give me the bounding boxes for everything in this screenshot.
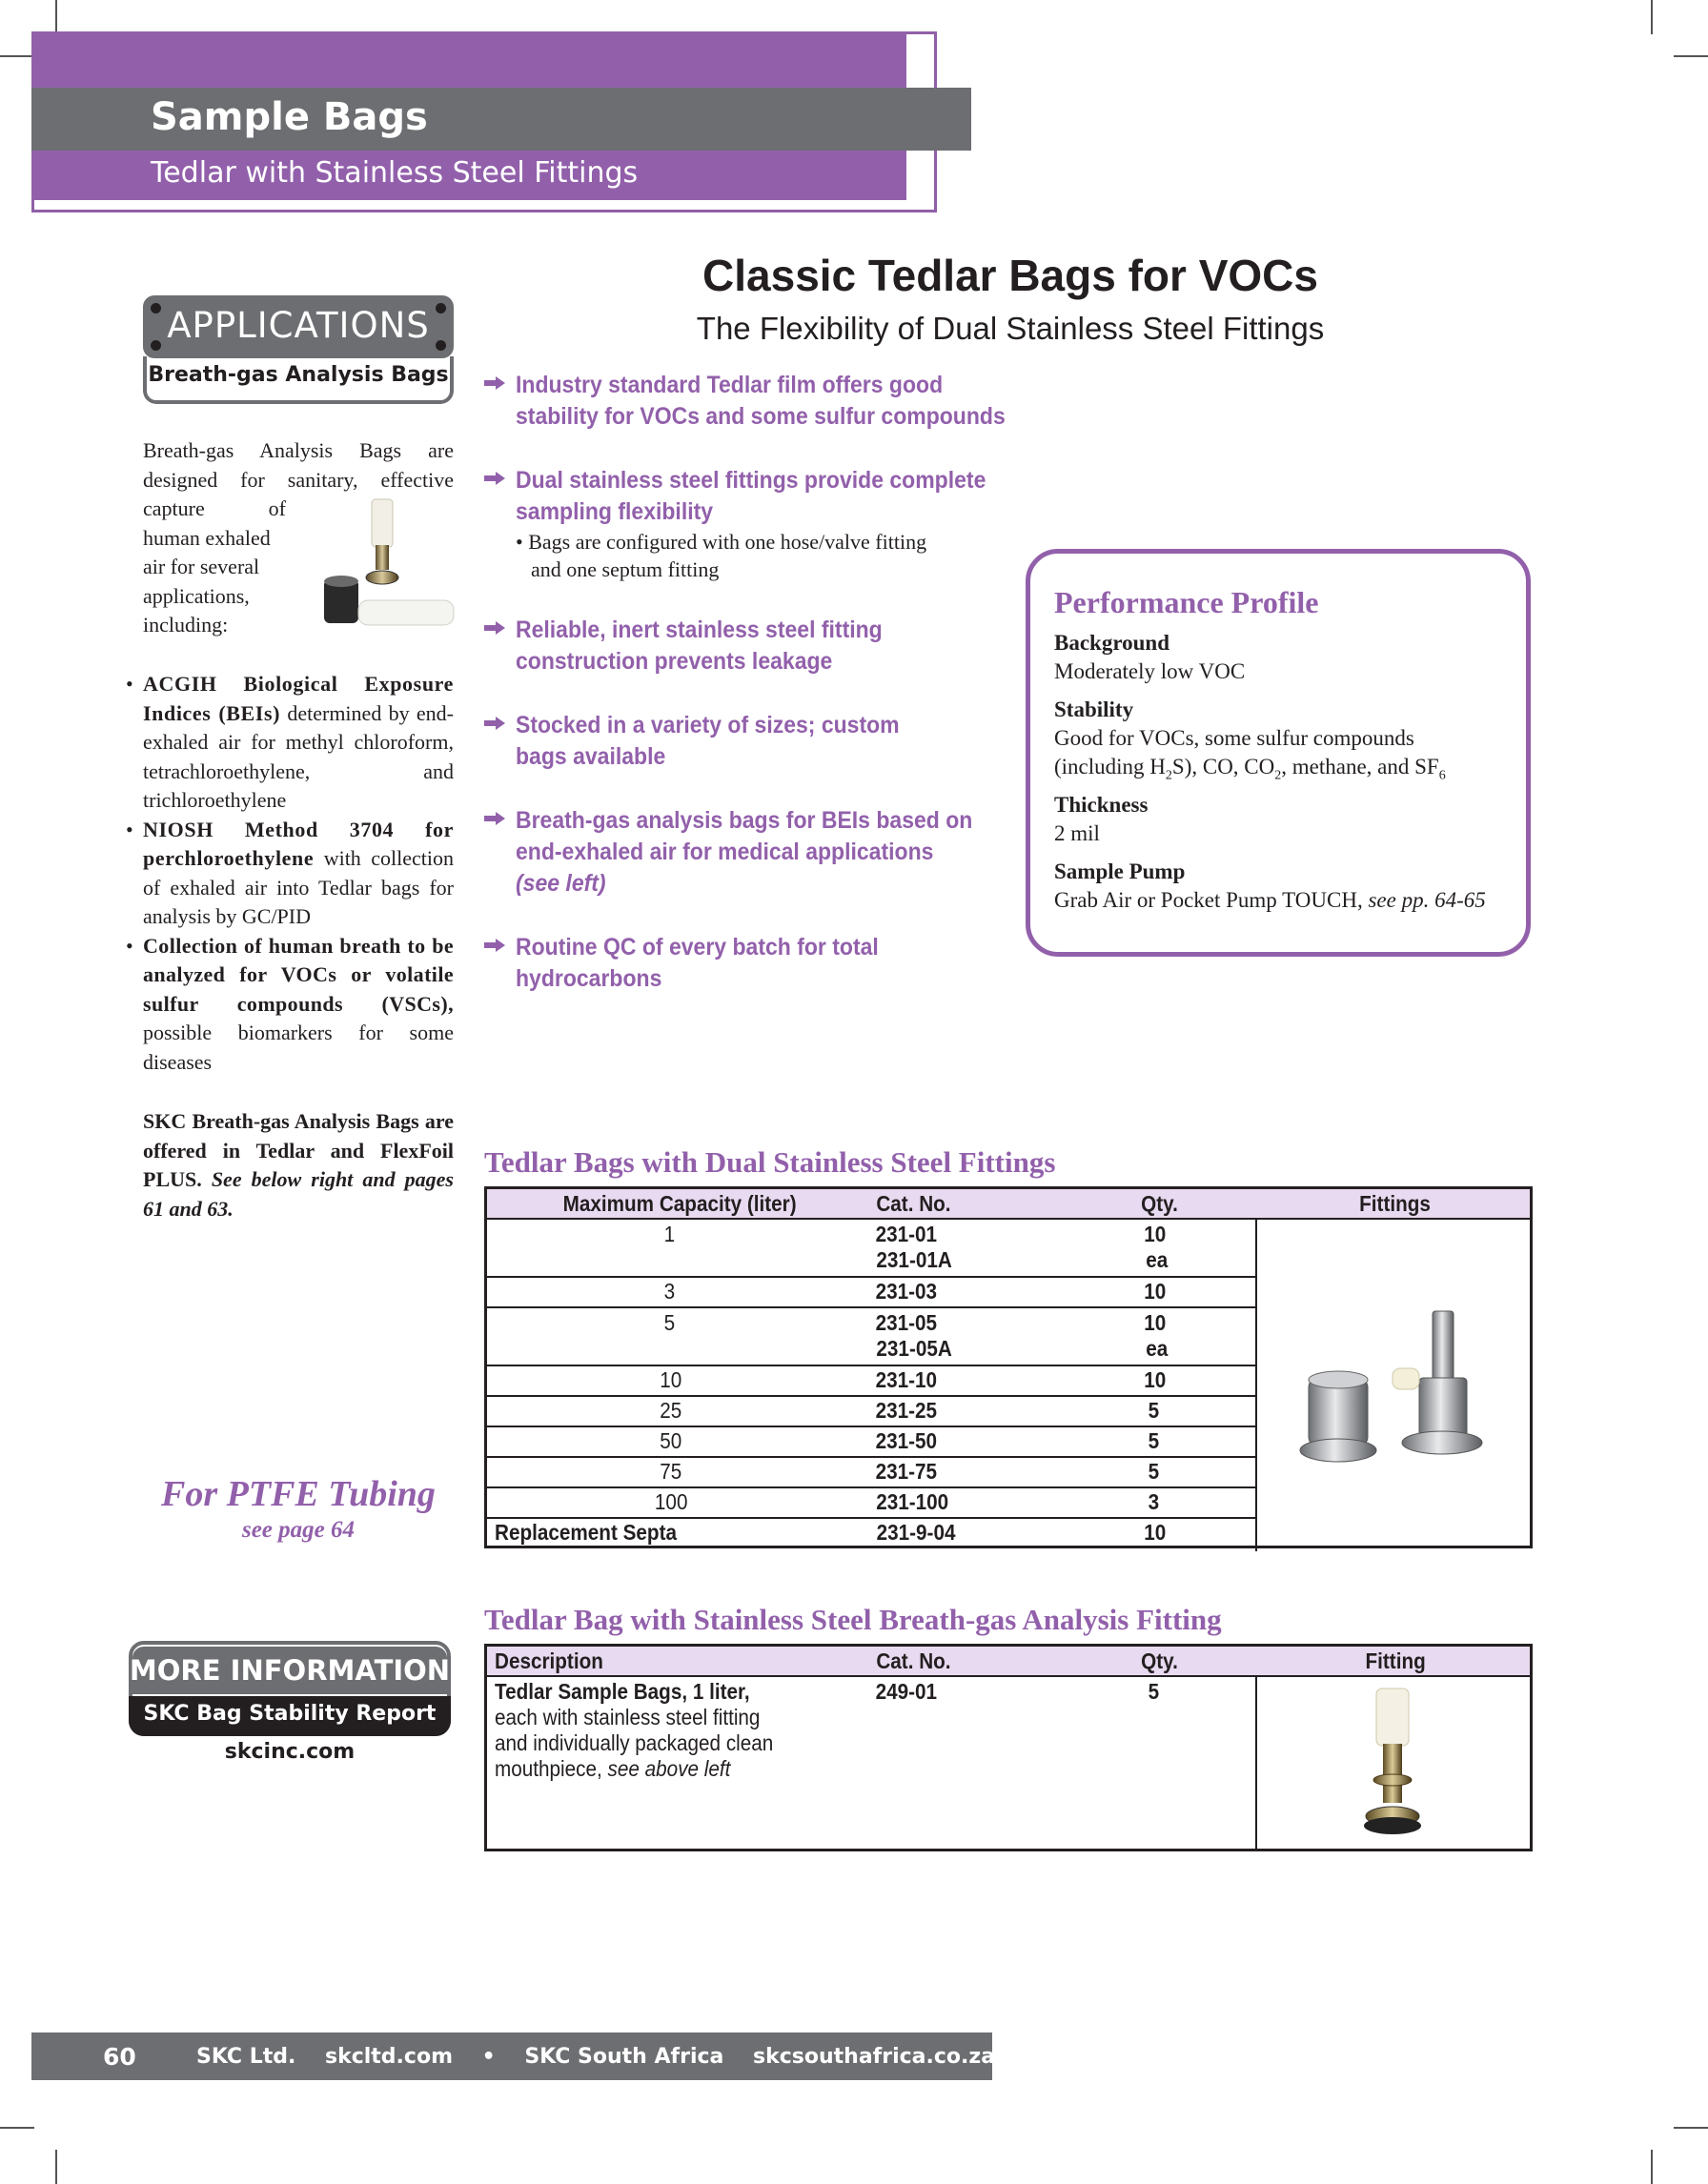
arrow-right-icon bbox=[484, 472, 505, 485]
applications-bullet: • Collection of human breath to be analyzed for VOCs or volatile sulfur compounds (VSCs), possible biomarkers for some diseases bbox=[126, 933, 454, 1074]
table-row: 3 231-03 10 bbox=[487, 1278, 1255, 1308]
table-row: 25 231-25 5 bbox=[487, 1397, 1255, 1427]
column-header: Fitting bbox=[1365, 1648, 1426, 1673]
section-subtitle: The Flexibility of Dual Stainless Steel Fittings bbox=[696, 311, 1325, 346]
crop-mark bbox=[55, 2150, 57, 2184]
crop-mark bbox=[1674, 2127, 1708, 2129]
feature-item: Breath-gas analysis bags for BEIs based on end-exhaled air for medical applications (see left) bbox=[484, 805, 1018, 900]
ptfe-tubing-ref: see page 64 bbox=[241, 1517, 356, 1543]
breath-gas-fitting-image bbox=[1350, 1685, 1435, 1851]
arrow-right-icon bbox=[484, 812, 505, 825]
table-row: 1 231-01 231-01A 10 ea bbox=[487, 1220, 1255, 1278]
intro-line: Breath-gas Analysis Bags are bbox=[143, 438, 454, 462]
feature-item: Routine QC of every batch for total hydrocarbons bbox=[484, 932, 1018, 995]
more-information-subtitle: SKC Bag Stability Report bbox=[143, 1702, 437, 1726]
table-row: 75 231-75 5 bbox=[487, 1458, 1255, 1488]
breath-gas-fitting-table bbox=[484, 1644, 1533, 1851]
table-title: Tedlar Bags with Dual Stainless Steel Fittings bbox=[484, 1145, 1056, 1179]
dual-fittings-image bbox=[1288, 1304, 1507, 1494]
applications-bullet: • ACGIH Biological Exposure Indices (BEIs) determined by end-exhaled air for methyl chloroform, tetrachloroethylene, and trichloroethylene bbox=[126, 672, 454, 812]
table-row: Tedlar Sample Bags, 1 liter, each with stainless steel fitting and individually packaged clean mouthpiece, see above left 249-01 5 bbox=[495, 1679, 1160, 1781]
feature-item: Industry standard Tedlar film offers good stability for VOCs and some sulfur compounds bbox=[484, 370, 1018, 433]
arrow-right-icon bbox=[484, 621, 505, 635]
column-header: Cat. No. bbox=[876, 1648, 951, 1673]
intro-line: applications, bbox=[143, 583, 250, 608]
column-header: Maximum Capacity (liter) bbox=[562, 1191, 797, 1216]
applications-badge-label: APPLICATIONS bbox=[167, 305, 430, 346]
intro-line: human exhaled bbox=[143, 525, 271, 550]
more-information-title: MORE INFORMATION bbox=[129, 1654, 451, 1687]
table-row: 100 231-100 3 bbox=[487, 1488, 1255, 1519]
applications-badge bbox=[143, 295, 454, 358]
feature-item: Stocked in a variety of sizes; custom bags available bbox=[484, 710, 1018, 773]
feature-item: Dual stainless steel fittings provide complete sampling flexibility • Bags are configured with one hose/valve fitting and one septum fitting bbox=[484, 465, 1018, 583]
column-header: Qty. bbox=[1141, 1191, 1178, 1216]
column-header: Fittings bbox=[1359, 1191, 1431, 1216]
section-title: Classic Tedlar Bags for VOCs bbox=[702, 251, 1318, 300]
crop-mark bbox=[55, 0, 57, 34]
applications-offer-note: SKC Breath-gas Analysis Bags are offered in Tedlar and FlexFoil PLUS. See below right and pages 61 and 63. bbox=[143, 1109, 454, 1221]
column-header: Cat. No. bbox=[876, 1191, 951, 1216]
crop-mark bbox=[0, 55, 34, 57]
arrow-right-icon bbox=[484, 376, 505, 390]
feature-sub-note: • Bags are configured with one hose/valve fitting bbox=[516, 530, 927, 554]
footer-contacts: SKC Ltd. skcltd.com • SKC South Africa skcsouthafrica.co.za bbox=[196, 2045, 996, 2069]
crop-mark bbox=[0, 2127, 34, 2129]
page-number: 60 bbox=[103, 2043, 136, 2071]
feature-sub-note: and one septum fitting bbox=[531, 557, 720, 581]
applications-bullet: • NIOSH Method 3704 for perchloroethylene with collection of exhaled air into Tedlar bags for analysis by GC/PID bbox=[126, 817, 454, 928]
intro-line: capture of bbox=[143, 496, 286, 520]
performance-stability: Stability Good for VOCs, some sulfur compounds (including $H_2S$), CO, $CO_2$, methane, and $SF_6$ bbox=[1054, 698, 1446, 783]
applications-sub-badge-label: Breath-gas Analysis Bags bbox=[148, 363, 449, 387]
column-divider bbox=[1255, 1675, 1257, 1851]
intro-line: designed for sanitary, effective bbox=[143, 467, 454, 492]
breath-gas-fitting-image bbox=[315, 495, 458, 638]
crop-mark bbox=[1674, 55, 1708, 57]
more-information-link[interactable]: skcinc.com bbox=[224, 1740, 356, 1764]
arrow-right-icon bbox=[484, 939, 505, 952]
performance-thickness: Thickness 2 mil bbox=[1054, 793, 1149, 845]
dual-fitting-table bbox=[484, 1186, 1533, 1548]
crop-mark bbox=[1651, 0, 1653, 34]
table-row: 50 231-50 5 bbox=[487, 1427, 1255, 1458]
performance-background: Background Moderately low VOC bbox=[1054, 631, 1246, 683]
intro-line: including: bbox=[143, 613, 229, 637]
performance-sample-pump: Sample Pump Grab Air or Pocket Pump TOUCH, see pp. 64-65 bbox=[1054, 859, 1486, 912]
ptfe-tubing-callout bbox=[143, 1473, 454, 1544]
intro-line: air for several bbox=[143, 555, 260, 578]
crop-mark bbox=[1651, 2150, 1653, 2184]
column-header: Description bbox=[495, 1648, 603, 1673]
applications-sub-badge bbox=[143, 356, 454, 404]
applications-bullets bbox=[126, 670, 454, 1077]
page-subtitle: Tedlar with Stainless Steel Fittings bbox=[151, 156, 639, 190]
page-title: Sample Bags bbox=[151, 95, 428, 139]
table-header bbox=[487, 1647, 1530, 1677]
performance-profile-title: Performance Profile bbox=[1054, 585, 1319, 619]
feature-item: Reliable, inert stainless steel fitting construction prevents leakage bbox=[484, 615, 1018, 677]
table-row: Replacement Septa 231-9-04 10 bbox=[495, 1520, 1167, 1545]
table-header bbox=[487, 1189, 1530, 1220]
column-divider bbox=[1255, 1519, 1257, 1551]
ptfe-tubing-title: For PTFE Tubing bbox=[161, 1474, 436, 1514]
column-divider bbox=[1255, 1218, 1257, 1546]
arrow-right-icon bbox=[484, 717, 505, 730]
table-row: 10 231-10 10 bbox=[487, 1366, 1255, 1397]
column-header: Qty. bbox=[1141, 1648, 1178, 1673]
header-band-top bbox=[31, 31, 906, 89]
table-row: 5 231-05 231-05A 10 ea bbox=[487, 1308, 1255, 1366]
table-title: Tedlar Bag with Stainless Steel Breath-gas Analysis Fitting bbox=[484, 1603, 1222, 1636]
